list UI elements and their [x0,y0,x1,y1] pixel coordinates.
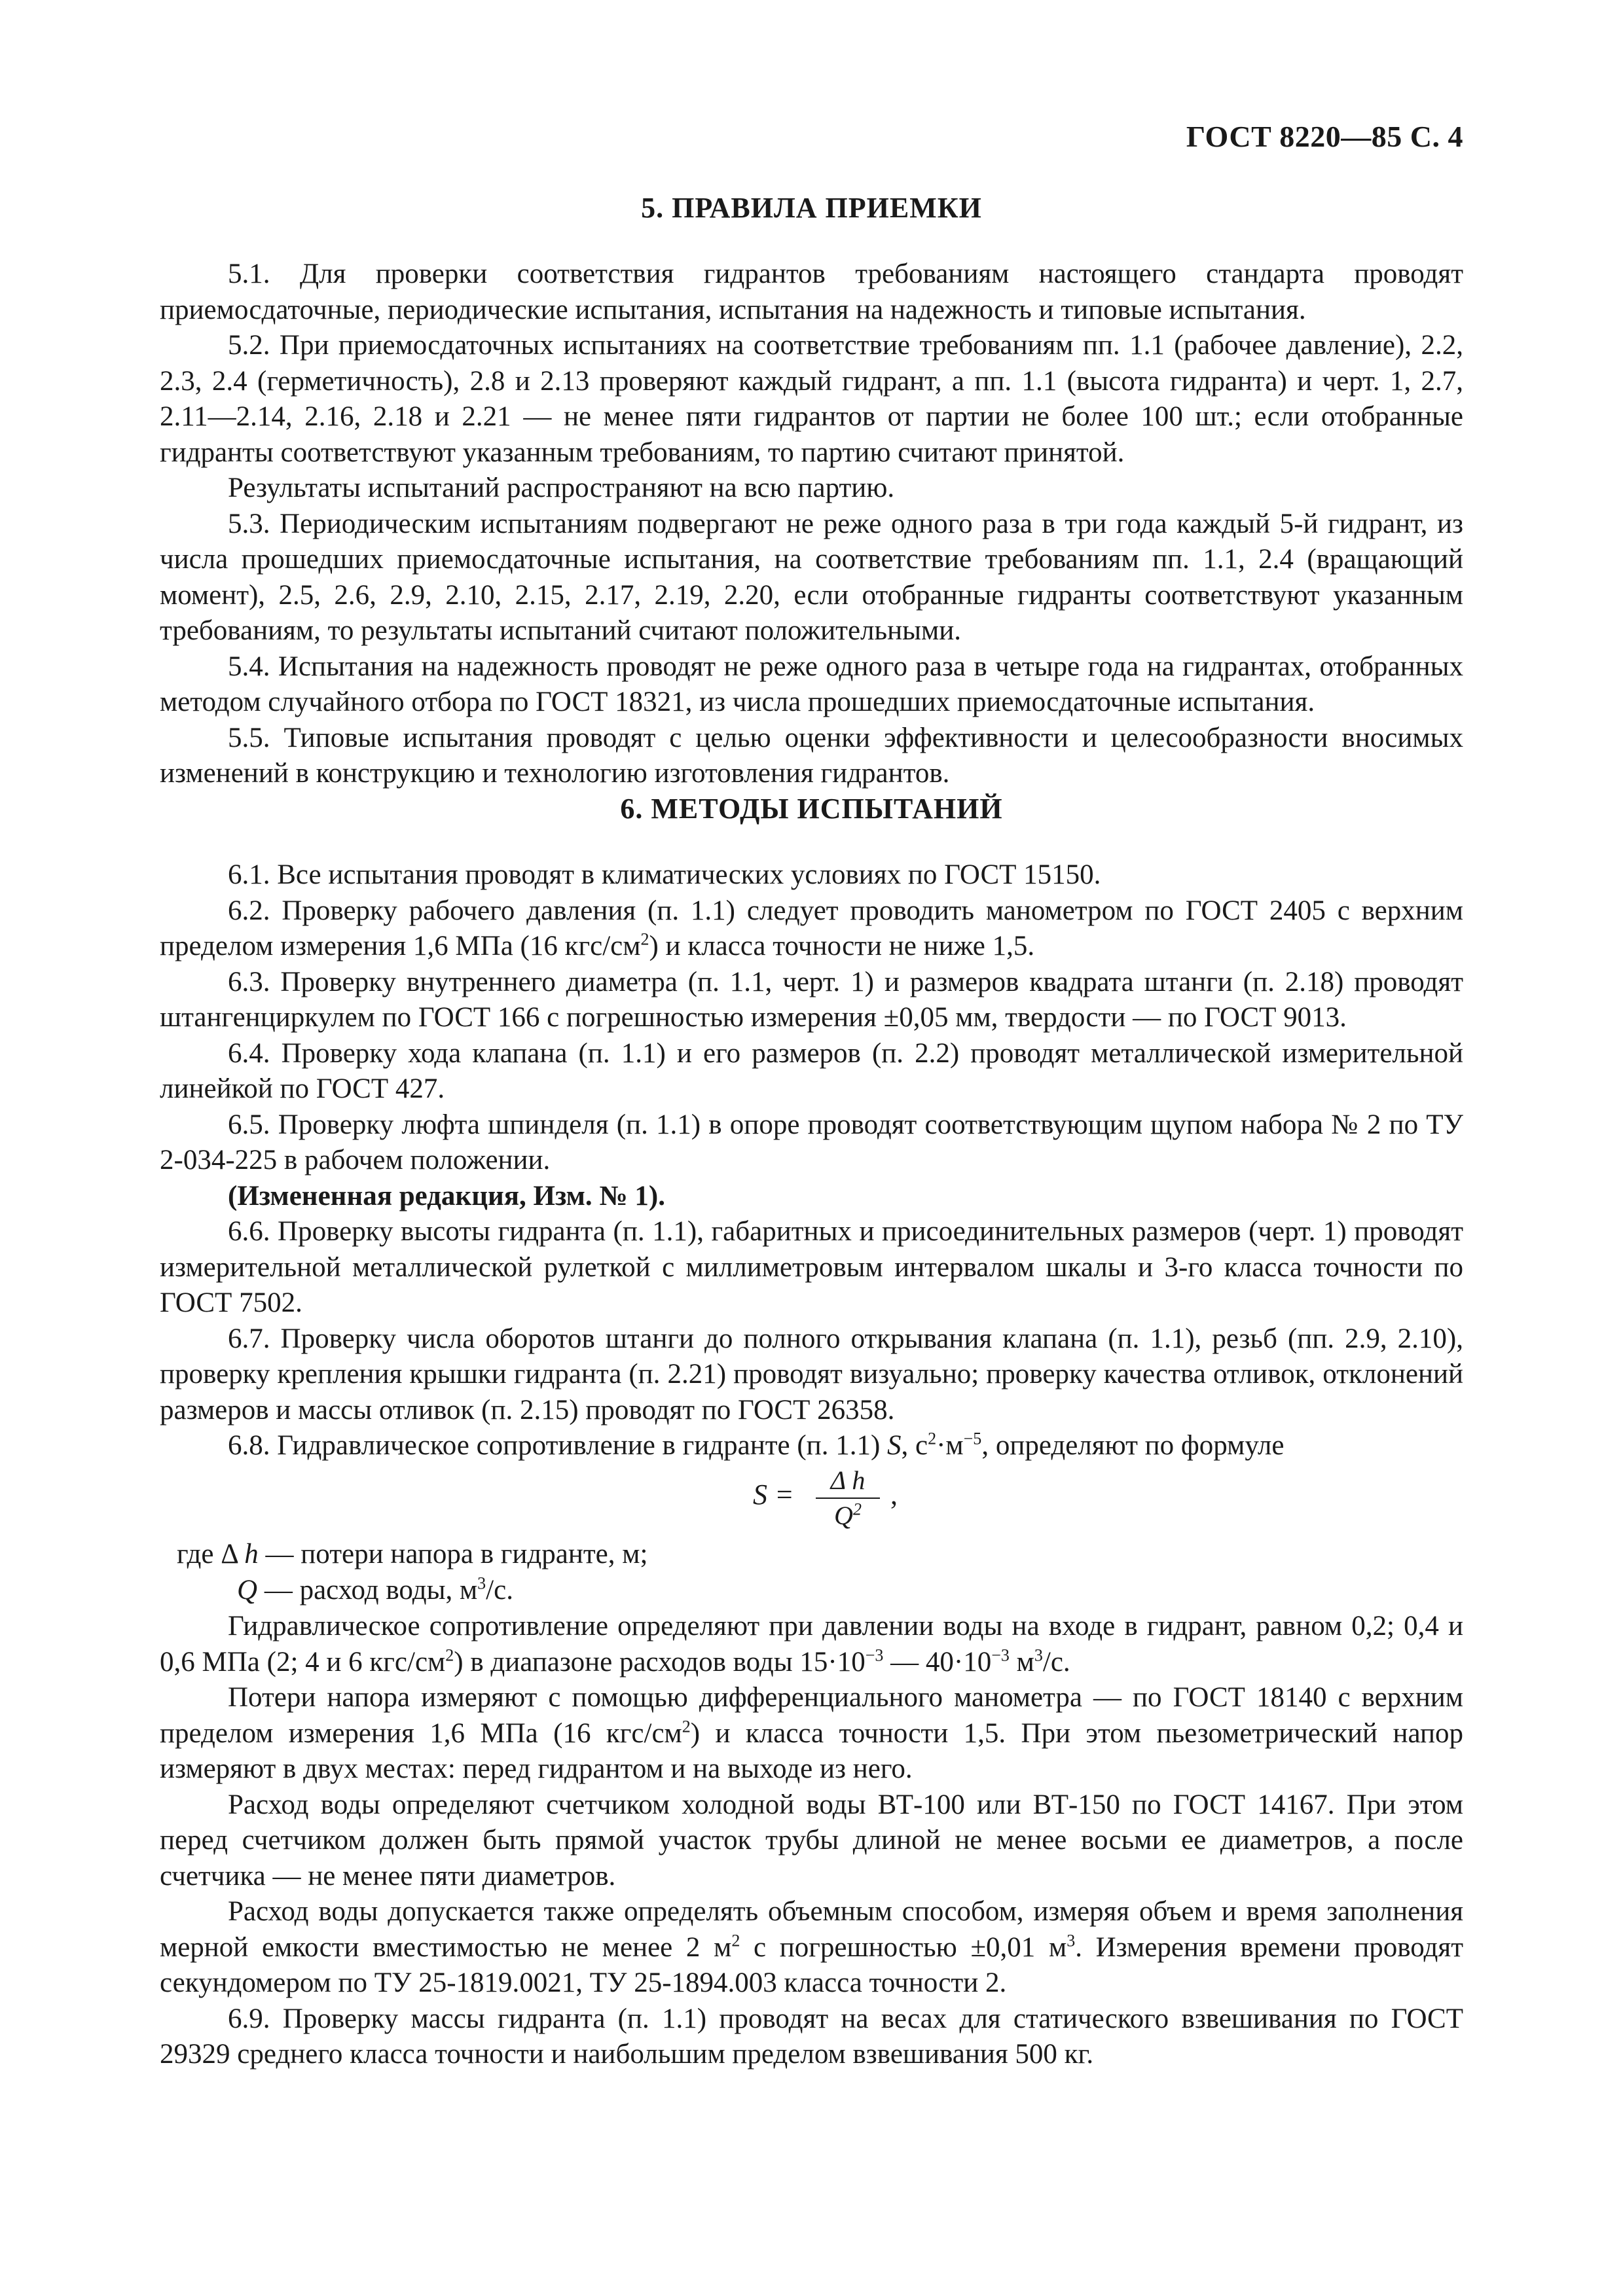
p12-b: с погрешностью ±0,01 м [740,1931,1067,1963]
p68-text-a: 6.8. Гидравлическое сопротивление в гидранте (п. 1.1) [228,1430,888,1461]
p12-sup-2: 2 [731,1931,740,1950]
paragraph-hydraulic-resistance [160,1609,1463,1680]
p68-sup-2: 2 [928,1429,937,1448]
p10-sup: 2 [682,1717,691,1736]
paragraph-6-3: 6.3. Проверку внутреннего диаметра (п. 1.1, черт. 1) и размеров квадрата штанги (п. 2.18) проводят штангенциркулем по ГОСТ 166 с погрешностью измерения ±0,05 мм, твердости — по ГОСТ 9013. [160,966,1463,1033]
formula-legend [177,1537,1463,1608]
legend-delta-h [177,1537,1463,1573]
resistance-formula [753,1465,949,1537]
p12-a: Расход воды допускается также определять объемным способом, измеряя объем и время заполнения мерной емкости вместимостью не менее 2 м [160,1896,1463,1963]
formula-lhs: S = [753,1479,794,1511]
section-5-body [160,257,1463,792]
legend-1-h: h [244,1539,259,1570]
formula-den-q: Q [834,1501,853,1530]
legend-q [177,1573,1463,1609]
section-6-body [160,857,1463,1464]
p68-symbol-s: S [887,1430,902,1461]
paragraph-5-2: 5.2. При приемосдаточных испытаниях на соответствие требованиям пп. 1.1 (рабочее давление), 2.2, 2.3, 2.4 (герметичность), 2.8 и 2.13 проверяют каждый гидрант, а пп. 1.1 (высота гидранта) и черт. 1, 2.7, 2.11—2.14, 2.16, 2.18 и 2.21 — не менее пяти гидрантов от партии не более 100 шт.; если отобранные гидранты соответствуют указанным требованиям, то партию считают принятой. [160,330,1463,468]
paragraph-5-4: 5.4. Испытания на надежность проводят не реже одного раза в четыре года на гидрантах, отобранных методом случайного отбора по ГОСТ 18321, из числа прошедших приемосдаточные испытания. [160,651,1463,717]
p9-b: ) в диапазоне расходов воды 15·10 [454,1646,866,1677]
fraction-bar [816,1498,880,1499]
p9-a: Гидравлическое сопротивление определяют при давлении воды на входе в гидрант, равном 0,2; 0,4 и 0,6 МПа (2; 4 и 6 кгс/см [160,1611,1463,1677]
legend-1-a: где Δ [177,1539,245,1570]
p62-sup: 2 [640,929,649,949]
p68-sup-m5: −5 [963,1429,982,1448]
amendment-note: (Измененная редакция, Изм. № 1). [228,1180,665,1211]
paragraph-5-1: 5.1. Для проверки соответствия гидрантов требованиям настоящего стандарта проводят приемосдаточные, периодические испытания, испытания на надежность и типовые испытания. [160,259,1463,325]
legend-2-c: /с. [486,1574,513,1605]
paragraph-5-5: 5.5. Типовые испытания проводят с целью оценки эффективности и целесообразности вносимых изменений в конструкцию и технологию изготовления гидрантов. [160,722,1463,789]
p9-d: м [1009,1646,1034,1677]
p10-b: ) и класса точности 1,5. При этом пьезометрический напор измеряют в двух местах: перед гидрантом и на выходе из него. [160,1717,1463,1784]
paragraph-6-4: 6.4. Проверку хода клапана (п. 1.1) и его размеров (п. 2.2) проводят металлической измерительной линейкой по ГОСТ 427. [160,1037,1463,1104]
formula-denominator [812,1500,884,1532]
paragraph-5-3: 5.3. Периодическим испытаниям подвергают не реже одного раза в три года каждый 5-й гидрант, из числа прошедших приемосдаточные испытания, на соответствие требованиям пп. 1.1, 2.4 (вращающий момент), 2.5, 2.6, 2.9, 2.10, 2.15, 2.17, 2.19, 2.20, если отобранные гидранты соответствуют указанным требованиям, то результаты испытаний считают положительными. [160,508,1463,646]
p68-text-c: ·м [936,1430,964,1461]
p9-sup-2: 2 [445,1645,454,1665]
paragraph-6-7: 6.7. Проверку числа оборотов штанги до полного открывания клапана (п. 1.1), резьб (пп. 2.9, 2.10), проверку крепления крышки гидранта (п. 2.21) проводят визуально; проверку качества отливок, отклонений размеров и массы отливок (п. 2.15) проводят по ГОСТ 26358. [160,1323,1463,1426]
paragraph-6-6: 6.6. Проверку высоты гидранта (п. 1.1), габаритных и присоединительных размеров (черт. 1) проводят измерительной металлической рулеткой с миллиметровым интервалом шкалы и 3-го класса точности по ГОСТ 7502. [160,1216,1463,1318]
p10-a: Потери напора измеряют с помощью дифференциального манометра — по ГОСТ 18140 с верхним пределом измерения 1,6 МПа (16 кгс/см [160,1682,1463,1749]
legend-1-c: — потери напора в гидранте, м; [258,1539,648,1570]
paragraph-6-5: 6.5. Проверку люфта шпинделя (п. 1.1) в опоре проводят соответствующим щупом набора № 2 по ТУ 2-034-225 в рабочем положении. [160,1109,1463,1175]
p62-text-a: 6.2. Проверку рабочего давления (п. 1.1) следует проводить манометром по ГОСТ 2405 с верхним пределом измерения 1,6 МПа (16 кгс/см [160,895,1463,961]
formula-fraction [812,1465,884,1532]
legend-2-sup: 3 [477,1573,486,1593]
formula-comma: , [890,1479,898,1511]
legend-2-q: Q [237,1574,258,1605]
paragraph-flow-meter: Расход воды определяют счетчиком холодной воды ВТ-100 или ВТ-150 по ГОСТ 14167. При этом перед счетчиком должен быть прямой участок трубы длиной не менее восьми ее диаметров, а после счетчика — не менее пяти диаметров. [160,1789,1463,1892]
formula-numerator: Δ h [830,1465,866,1495]
paragraph-volumetric-method [160,1894,1463,2001]
paragraph-6-2 [160,893,1463,965]
paragraph-head-loss [160,1680,1463,1787]
p9-sup-m3-b: −3 [991,1645,1010,1665]
p9-c: — 40·10 [883,1646,992,1677]
p12-sup-3: 3 [1067,1931,1076,1950]
paragraph-5-2-results: Результаты испытаний распространяют на всю партию. [228,473,895,503]
section-6-body-continued [160,1609,1463,2073]
p68-text-d: , определяют по формуле [981,1430,1285,1461]
paragraph-6-8 [160,1428,1463,1464]
page-header: ГОСТ 8220—85 С. 4 [1186,120,1463,153]
section-5-title: 5. ПРАВИЛА ПРИЕМКИ [641,192,982,224]
p12-c: . Измерения времени проводят секундомером по ТУ 25-1819.0021, ТУ 25-1894.003 класса точности 2. [160,1931,1463,1998]
p9-sup-3: 3 [1034,1645,1043,1665]
p9-sup-m3-a: −3 [865,1645,884,1665]
p68-text-b: , с [901,1430,928,1461]
paragraph-6-1: 6.1. Все испытания проводят в климатических условиях по ГОСТ 15150. [228,859,1101,890]
p9-e: /с. [1042,1646,1070,1677]
formula-den-sup: 2 [852,1499,862,1519]
legend-2-b: — расход воды, м [257,1574,478,1605]
paragraph-6-9: 6.9. Проверку массы гидранта (п. 1.1) проводят на весах для статического взвешивания по ГОСТ 29329 среднего класса точности и наибольшим пределом взвешивания 500 кг. [160,2003,1463,2070]
section-6-title: 6. МЕТОДЫ ИСПЫТАНИЙ [620,793,1003,825]
p62-text-b: ) и класса точности не ниже 1,5. [649,931,1035,961]
